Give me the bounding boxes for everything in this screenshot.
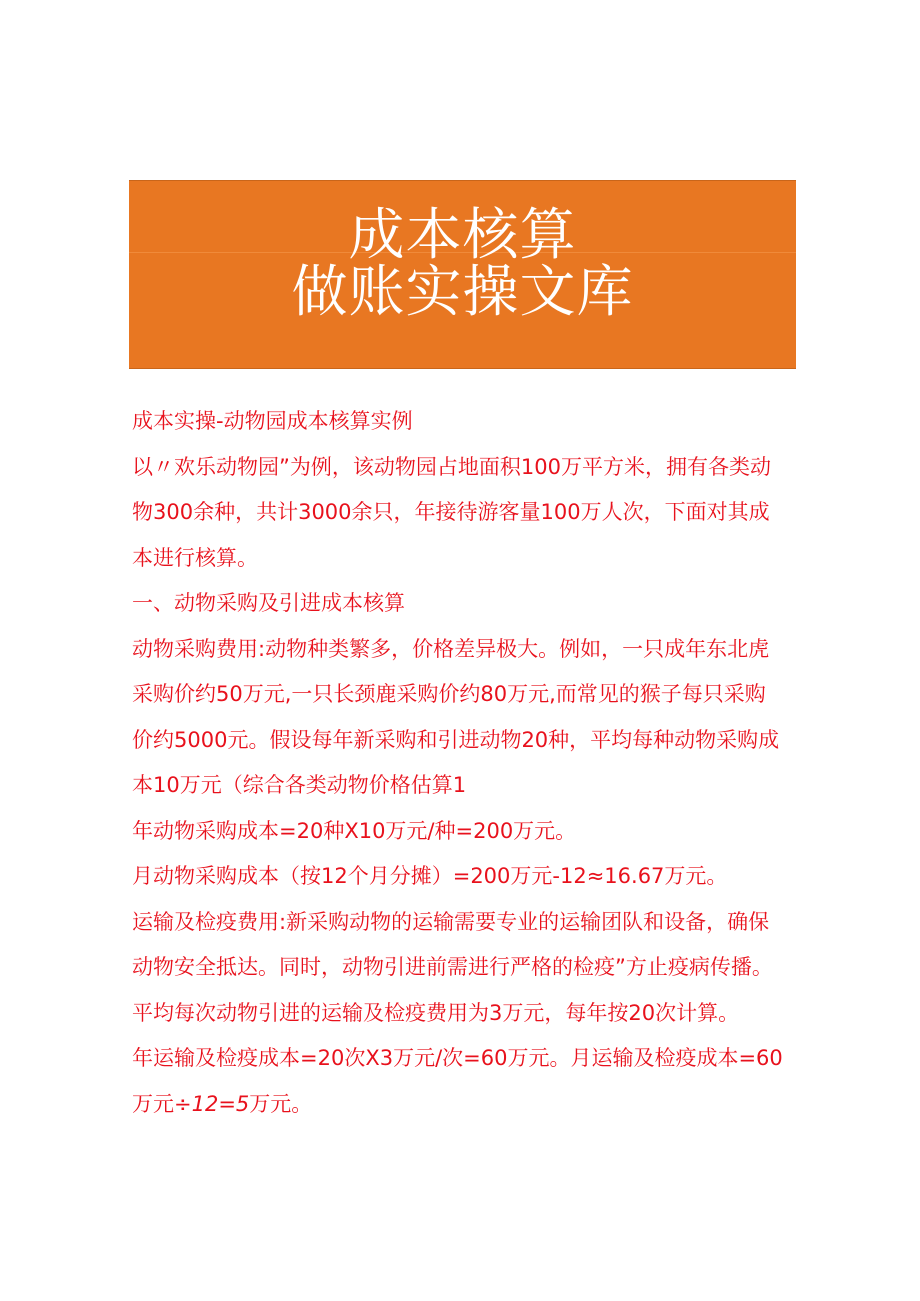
paragraph-1-line-4: 本10万元（综合各类动物价格估算1 bbox=[132, 773, 467, 797]
calculation-4-unit-b: 万元。 bbox=[249, 1091, 313, 1116]
calculation-4 bbox=[132, 1082, 802, 1128]
intro-line-2: 物300余种，共计3000余只，年接待游客量100万人次，下面对其成 bbox=[132, 500, 770, 524]
section-heading-1: 一、动物采购及引进成本核算 bbox=[132, 591, 405, 615]
document-heading: 成本实操-动物园成本核算实例 bbox=[132, 409, 413, 433]
banner-title-line2: 做账实操文库 bbox=[291, 260, 634, 325]
paragraph-1-line-3: 价约5000元。假设每年新采购和引进动物20种，平均每种动物采购成 bbox=[132, 727, 780, 752]
calculation-3: 年运输及检疫成本=20次X3万元/次=60万元。月运输及检疫成本=60 bbox=[132, 1046, 783, 1070]
paragraph-2-line-1: 运输及检疫费用:新采购动物的运输需要专业的运输团队和设备，确保 bbox=[132, 909, 770, 934]
title-banner bbox=[129, 180, 796, 369]
calculation-2: 月动物采购成本（按12个月分摊）=200万元-12≈16.67万元。 bbox=[132, 864, 728, 888]
banner-title-line1: 成本核算 bbox=[348, 203, 577, 268]
calculation-1: 年动物采购成本=20种X10万元/种=200万元。 bbox=[132, 818, 577, 843]
intro-line-3: 本进行核算。 bbox=[132, 545, 258, 570]
paragraph-1-line-1: 动物采购费用:动物种类繁多，价格差异极大。例如，一只成年东北虎 bbox=[132, 636, 770, 661]
document-body bbox=[132, 399, 802, 1127]
paragraph-1-line-2: 采购价约50万元,一只长颈鹿采购价约80万元,而常见的猴子每只采购 bbox=[132, 682, 766, 706]
calculation-4-formula: ÷12=5 bbox=[174, 1091, 250, 1116]
paragraph-2-line-3: 平均每次动物引进的运输及检疫费用为3万元，每年按20次计算。 bbox=[132, 1000, 740, 1025]
paragraph-2-line-2: 动物安全抵达。同时，动物引进前需进行严格的检疫”方止疫病传播。 bbox=[132, 955, 773, 979]
intro-line-1: 以〃欢乐动物园”为例，该动物园占地面积100万平方米，拥有各类动 bbox=[132, 454, 771, 479]
calculation-4-unit-a: 万元 bbox=[132, 1091, 174, 1116]
